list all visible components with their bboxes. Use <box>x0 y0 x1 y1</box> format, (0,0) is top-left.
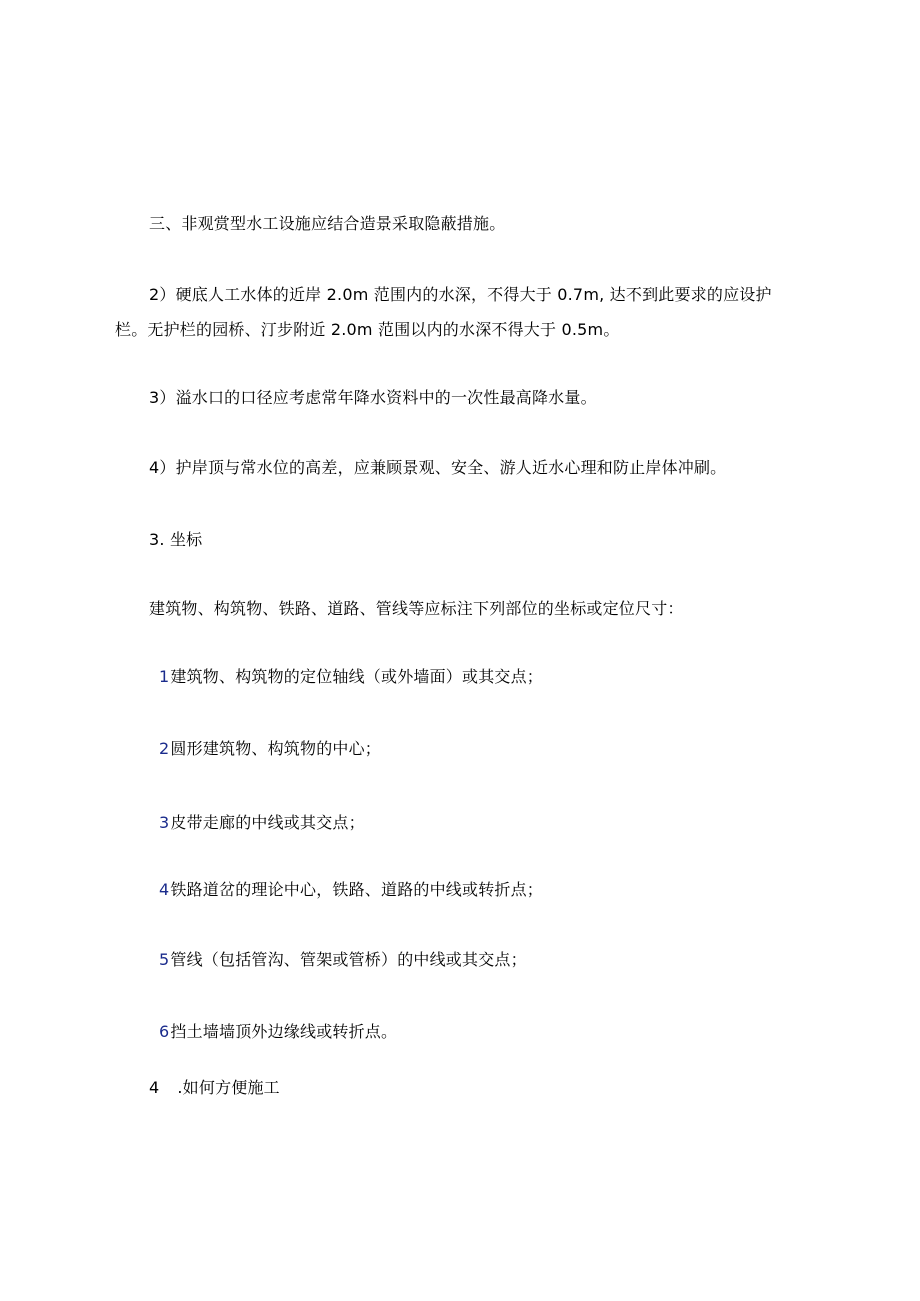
list-item-text: 挡土墙墙顶外边缘线或转折点。 <box>170 1022 398 1041</box>
section-number: 4 <box>149 1078 160 1097</box>
paragraph-water-depth-line-1: 2）硬底人工水体的近岸 2.0m 范围内的水深，不得大于 0.7m, 达不到此要求的应设护 <box>149 285 772 304</box>
paragraph-revetment-height: 4）护岸顶与常水位的高差，应兼顾景观、安全、游人近水心理和防止岸体冲刷。 <box>149 458 727 477</box>
list-item-number: 4 <box>159 880 170 899</box>
section-title: .如何方便施工 <box>177 1078 280 1097</box>
list-item <box>159 666 543 688</box>
list-item-number: 2 <box>159 739 170 758</box>
list-item-number: 1 <box>159 667 170 686</box>
list-item-text: 铁路道岔的理论中心，铁路、道路的中线或转折点； <box>170 880 543 899</box>
list-item-text: 管线（包括管沟、管架或管桥）的中线或其交点； <box>170 950 527 969</box>
paragraph-hidden-facilities: 三、非观赏型水工设施应结合造景采取隐蔽措施。 <box>149 214 506 233</box>
paragraph-water-depth-line-2: 栏。无护栏的园桥、汀步附近 2.0m 范围以内的水深不得大于 0.5m。 <box>115 320 620 339</box>
list-item-number: 3 <box>159 813 170 832</box>
paragraph-overflow-outlet: 3）溢水口的口径应考虑常年降水资料中的一次性最高降水量。 <box>149 388 597 407</box>
list-item-text: 建筑物、构筑物的定位轴线（或外墙面）或其交点； <box>170 667 543 686</box>
section-heading-convenient-construction <box>149 1077 280 1099</box>
list-item-text: 圆形建筑物、构筑物的中心； <box>170 739 381 758</box>
list-item-number: 6 <box>159 1022 170 1041</box>
list-item <box>159 812 365 834</box>
list-item-text: 皮带走廊的中线或其交点； <box>170 813 365 832</box>
list-item-number: 5 <box>159 950 170 969</box>
list-item <box>159 949 527 971</box>
list-item <box>159 1021 397 1043</box>
section-heading-coordinates: 3. 坐标 <box>149 530 203 549</box>
list-item <box>159 738 381 760</box>
list-item <box>159 879 543 901</box>
paragraph-coordinates-intro: 建筑物、构筑物、铁路、道路、管线等应标注下列部位的坐标或定位尺寸： <box>149 599 684 618</box>
